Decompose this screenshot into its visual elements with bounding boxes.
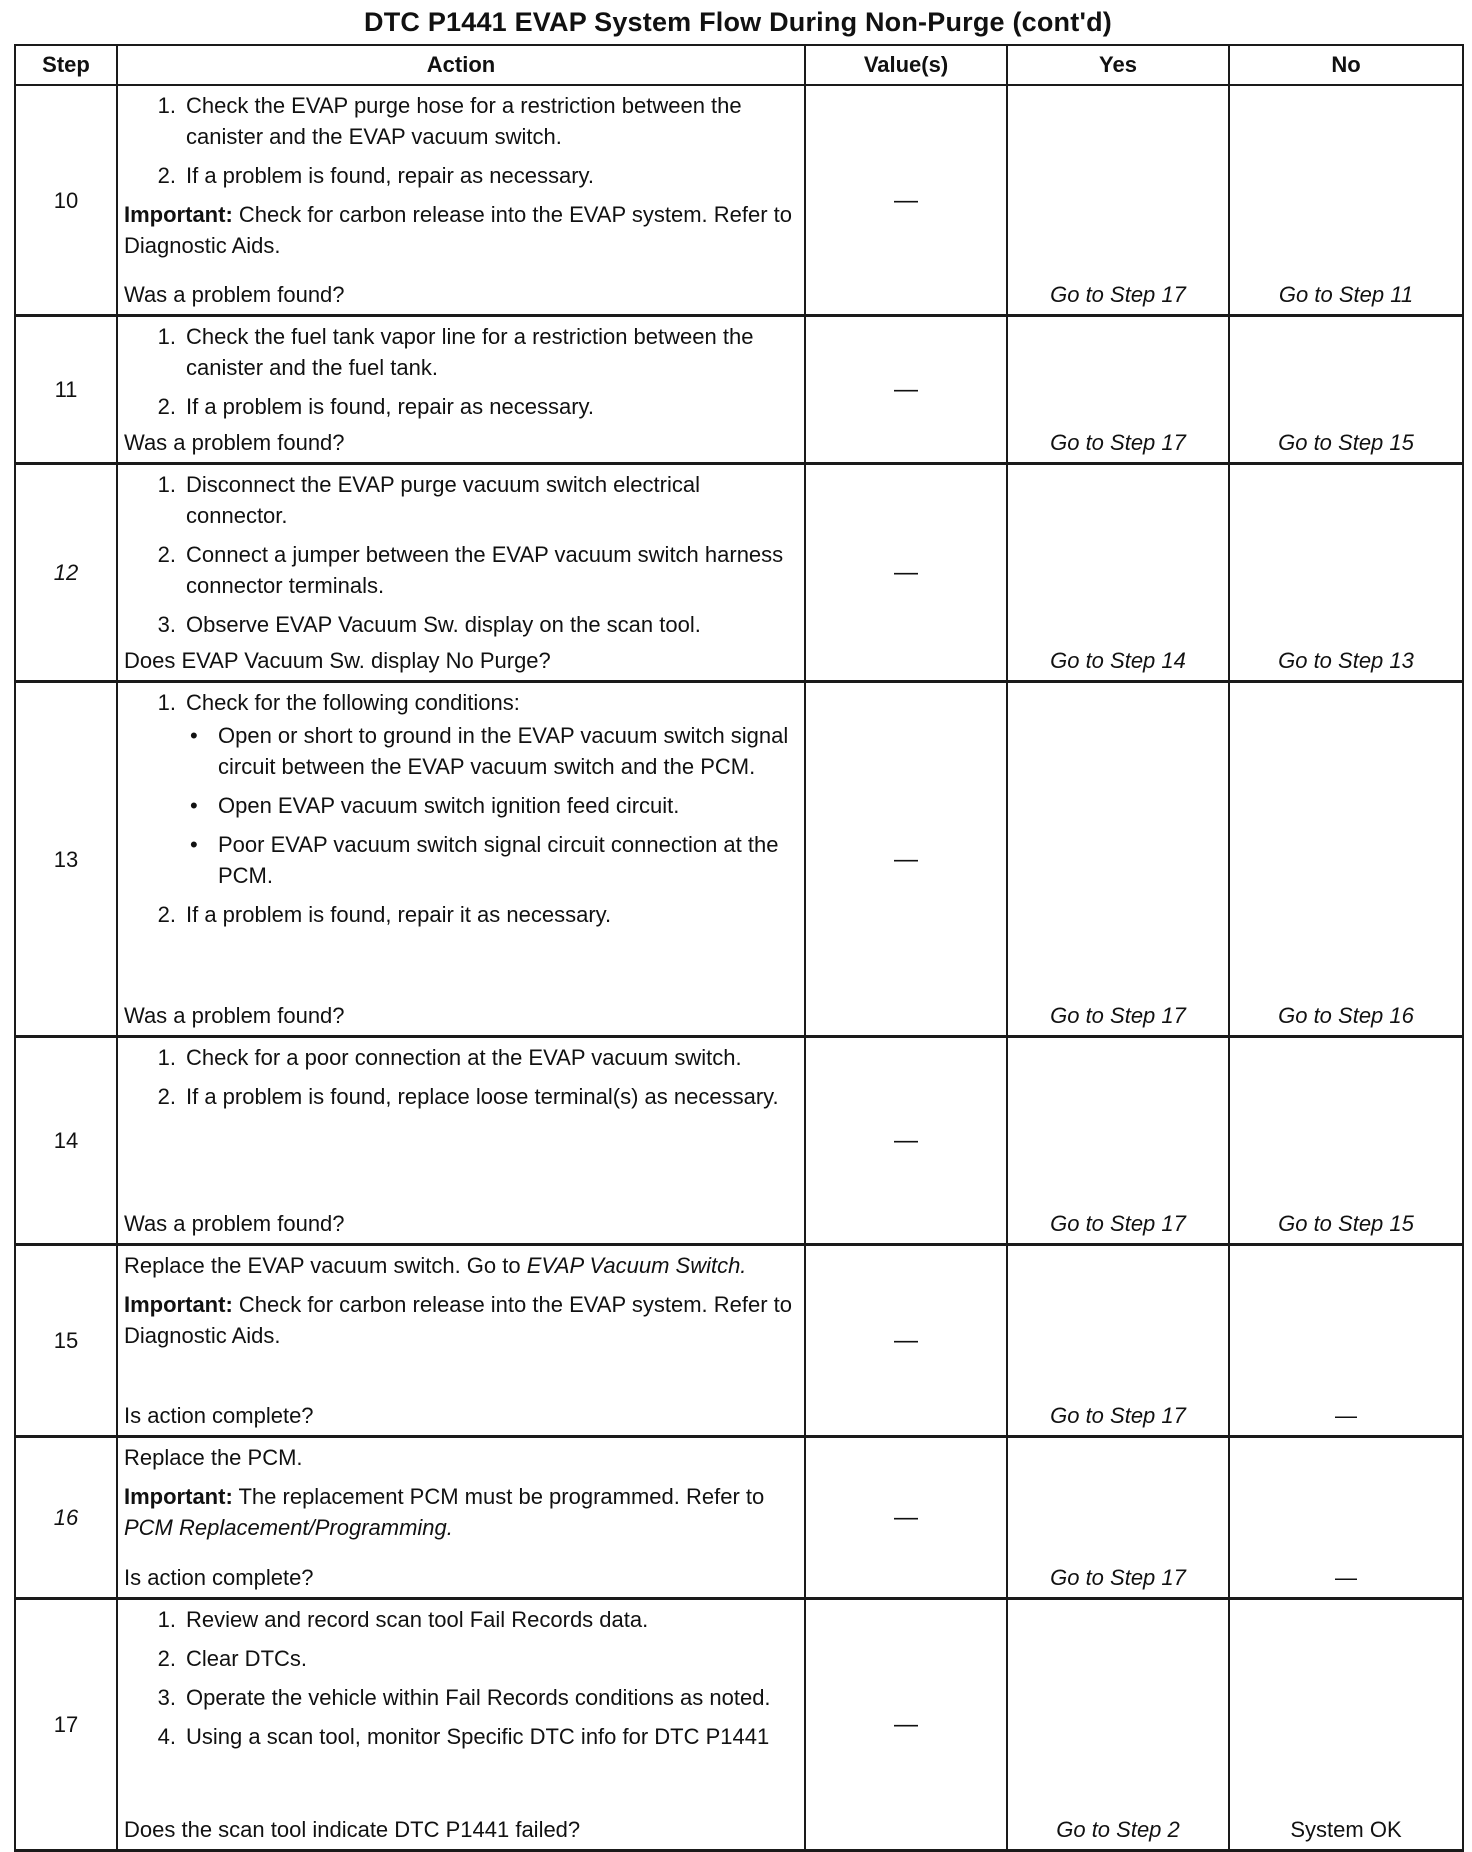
yes-result: Go to Step 17 (1007, 1037, 1229, 1245)
important-note: Important: Check for carbon release into the EVAP system. Refer to Diagnostic Aids. (124, 202, 793, 258)
no-result: Go to Step 15 (1229, 316, 1463, 464)
table-row-step-16 (15, 1437, 1463, 1599)
instruction-text: Replace the PCM. (124, 1445, 303, 1470)
important-note: Important: Check for carbon release into the EVAP system. Refer to Diagnostic Aids. (124, 1292, 793, 1348)
question-text: Was a problem found? (124, 430, 345, 455)
yes-result: Go to Step 2 (1007, 1599, 1229, 1851)
list-item: 2. If a problem is found, replace loose terminal(s) as necessary. (157, 1084, 779, 1109)
list-item: 4. Using a scan tool, monitor Specific DTC info for DTC P1441 (157, 1724, 770, 1749)
list-item: 1. Check for the following conditions: • Open or short to ground in the EVAP vacuum switch signal circuit between the EVAP vacuum switch and the PCM. • Open EVAP vacuum switch ignition feed circuit. • Poor EVAP vacuum switch signal circuit connection at the PCM. (124, 687, 798, 891)
list-item: 2. If a problem is found, repair as necessary. (157, 394, 595, 419)
document-page (14, 0, 1462, 1852)
value-cell: — (805, 682, 1007, 1037)
action-cell (117, 1599, 805, 1851)
no-result: — (1229, 1437, 1463, 1599)
instruction-text: Replace the EVAP vacuum switch. Go to EVAP Vacuum Switch. (124, 1253, 747, 1278)
action-cell (117, 316, 805, 464)
table-header-row (15, 45, 1463, 85)
yes-result: Go to Step 14 (1007, 464, 1229, 682)
question-text: Was a problem found? (124, 282, 345, 307)
header-step: Step (15, 45, 117, 85)
list-item: 1. Check the EVAP purge hose for a restriction between the canister and the EVAP vacuum switch. (157, 93, 742, 149)
table-row-step-15 (15, 1245, 1463, 1437)
bullet-item: • Poor EVAP vacuum switch signal circuit connection at the PCM. (190, 832, 779, 888)
step-number: 16 (15, 1437, 117, 1599)
question-text: Was a problem found? (124, 1211, 345, 1236)
value-cell: — (805, 85, 1007, 316)
bullet-item: • Open or short to ground in the EVAP vacuum switch signal circuit between the EVAP vacuum switch and the PCM. (190, 723, 789, 779)
action-cell (117, 1245, 805, 1437)
step-number: 14 (15, 1037, 117, 1245)
page-title: DTC P1441 EVAP System Flow During Non-Purge (cont'd) (364, 7, 1112, 37)
table-row-step-13 (15, 682, 1463, 1037)
action-cell (117, 1437, 805, 1599)
step-number: 11 (15, 316, 117, 464)
question-text: Is action complete? (124, 1565, 314, 1590)
question-text: Was a problem found? (124, 1003, 345, 1028)
question-text: Is action complete? (124, 1403, 314, 1428)
value-cell: — (805, 464, 1007, 682)
question-text: Does the scan tool indicate DTC P1441 failed? (124, 1817, 581, 1842)
yes-result: Go to Step 17 (1007, 85, 1229, 316)
step-number: 13 (15, 682, 117, 1037)
list-item: 1. Check for a poor connection at the EVAP vacuum switch. (157, 1045, 742, 1070)
step-number: 17 (15, 1599, 117, 1851)
list-item: 3. Operate the vehicle within Fail Records conditions as noted. (157, 1685, 771, 1710)
header-values: Value(s) (805, 45, 1007, 85)
yes-result: Go to Step 17 (1007, 1437, 1229, 1599)
list-item: 2. Connect a jumper between the EVAP vacuum switch harness connector terminals. (157, 542, 784, 598)
no-result: System OK (1229, 1599, 1463, 1851)
header-yes: Yes (1007, 45, 1229, 85)
no-result: — (1229, 1245, 1463, 1437)
list-item: 2. Clear DTCs. (157, 1646, 308, 1671)
no-result: Go to Step 15 (1229, 1037, 1463, 1245)
list-item: 1. Check the fuel tank vapor line for a restriction between the canister and the fuel tank. (157, 324, 754, 380)
question-text: Does EVAP Vacuum Sw. display No Purge? (124, 648, 551, 673)
no-result: Go to Step 13 (1229, 464, 1463, 682)
action-cell (117, 1037, 805, 1245)
header-no: No (1229, 45, 1463, 85)
no-result: Go to Step 11 (1229, 85, 1463, 316)
step-number: 10 (15, 85, 117, 316)
value-cell: — (805, 1245, 1007, 1437)
list-item: 1. Review and record scan tool Fail Records data. (157, 1607, 649, 1632)
no-result: Go to Step 16 (1229, 682, 1463, 1037)
value-cell: — (805, 316, 1007, 464)
list-item: 1. Disconnect the EVAP purge vacuum switch electrical connector. (157, 472, 700, 528)
bullet-item: • Open EVAP vacuum switch ignition feed circuit. (190, 793, 680, 818)
yes-result: Go to Step 17 (1007, 682, 1229, 1037)
table-row-step-14 (15, 1037, 1463, 1245)
list-item: 2. If a problem is found, repair as necessary. (157, 163, 595, 188)
value-cell: — (805, 1037, 1007, 1245)
diagnostic-table (14, 44, 1464, 1852)
action-cell (117, 682, 805, 1037)
list-item: 2. If a problem is found, repair it as necessary. (157, 902, 612, 927)
table-row-step-10 (15, 85, 1463, 316)
table-row-step-17 (15, 1599, 1463, 1851)
action-cell (117, 85, 805, 316)
yes-result: Go to Step 17 (1007, 316, 1229, 464)
step-number: 15 (15, 1245, 117, 1437)
yes-result: Go to Step 17 (1007, 1245, 1229, 1437)
value-cell: — (805, 1599, 1007, 1851)
header-action: Action (117, 45, 805, 85)
step-number: 12 (15, 464, 117, 682)
table-row-step-12 (15, 464, 1463, 682)
list-item: 3. Observe EVAP Vacuum Sw. display on the scan tool. (157, 612, 701, 637)
table-row-step-11 (15, 316, 1463, 464)
value-cell: — (805, 1437, 1007, 1599)
important-note: Important: The replacement PCM must be programmed. Refer to PCM Replacement/Programming. (124, 1484, 765, 1540)
action-cell (117, 464, 805, 682)
